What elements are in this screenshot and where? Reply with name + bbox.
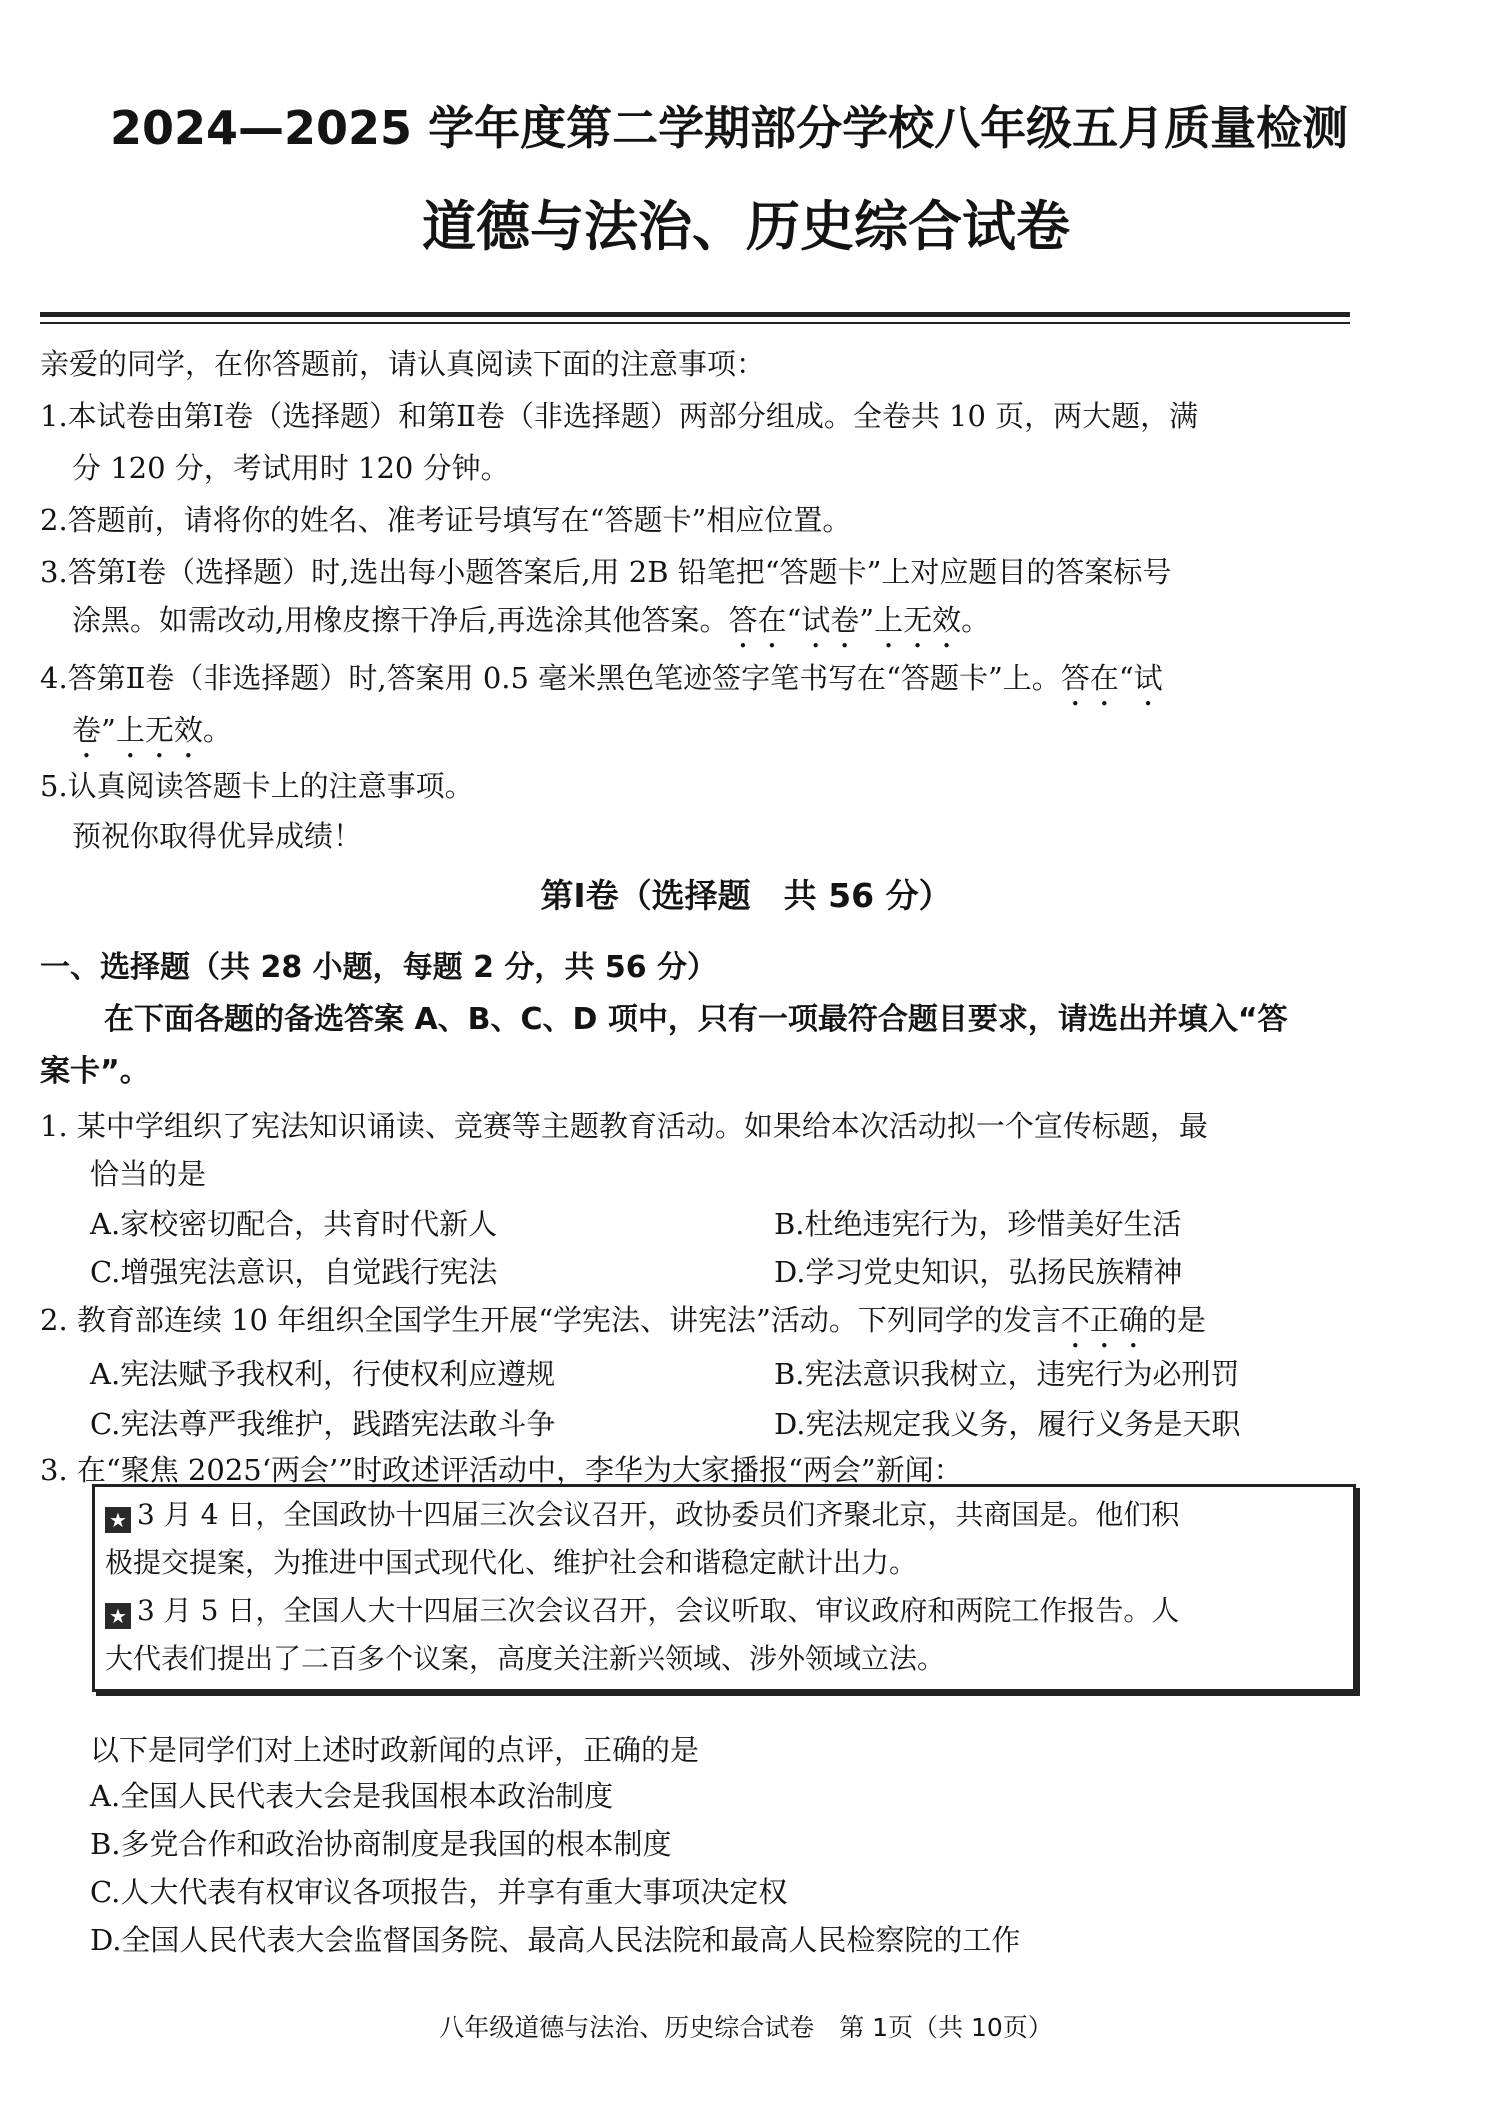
news-item-1-text: 3 月 4 日，全国政协十四届三次会议召开，政协委员们齐聚北京，共商国是。他们积 <box>137 1498 1180 1531</box>
news-item-2-text: 3 月 5 日，全国人大十四届三次会议召开，会议听取、审议政府和两院工作报告。人 <box>137 1594 1180 1627</box>
question-2-stem-end: 的是 <box>1147 1303 1206 1337</box>
question-3-option-d: D.全国人民代表大会监督国务院、最高人民法院和最高人民检察院的工作 <box>90 1923 1021 1957</box>
question-3-stem: 3. 在“聚焦 2025‘两会’”时政述评活动中，李华为大家播报“两会”新闻： <box>40 1453 963 1487</box>
notice-item-3-text: 涂黑。如需改动,用橡皮擦干净后,再选涂其他答案。 <box>72 603 729 637</box>
question-1-option-d: D.学习党史知识，弘扬民族精神 <box>774 1255 1183 1289</box>
notice-wish: 预祝你取得优异成绩！ <box>72 819 363 853</box>
question-3-prompt: 以下是同学们对上述时政新闻的点评，正确的是 <box>90 1733 700 1767</box>
news-box <box>92 1484 1356 1692</box>
notice-item-3-emphasis: 答在“试卷”上无效 <box>728 603 962 637</box>
title-divider-thin <box>40 322 1350 324</box>
question-2-option-a: A.宪法赋予我权利，行使权利应遵规 <box>90 1357 556 1391</box>
notice-item-5: 5.认真阅读答题卡上的注意事项。 <box>40 769 474 803</box>
notice-item-1-line1: 1.本试卷由第Ⅰ卷（选择题）和第Ⅱ卷（非选择题）两部分组成。全卷共 10 页，两大题，满 <box>40 399 1199 433</box>
question-2-stem-emphasis: 不正确 <box>1060 1303 1148 1337</box>
news-star-icon: ★ <box>105 1507 131 1533</box>
notice-item-4-emphasis-cont: 卷”上无效 <box>72 713 203 747</box>
section-instruction-line2: 案卡”。 <box>40 1054 150 1089</box>
question-3-option-c: C.人大代表有权审议各项报告，并享有重大事项决定权 <box>90 1875 788 1909</box>
question-1-option-c: C.增强宪法意识，自觉践行宪法 <box>90 1255 498 1289</box>
question-1-option-b: B.杜绝违宪行为，珍惜美好生活 <box>774 1207 1182 1241</box>
notice-item-3-end: 。 <box>961 603 991 637</box>
exam-title-line2: 道德与法治、历史综合试卷 <box>422 195 1070 258</box>
question-1-option-a: A.家校密切配合，共育时代新人 <box>90 1207 498 1241</box>
notice-item-3-line2 <box>72 600 990 655</box>
news-star-icon: ★ <box>105 1603 131 1629</box>
question-1-stem-line2: 恰当的是 <box>90 1157 207 1191</box>
exam-title-line1: 2024—2025 学年度第二学期部分学校八年级五月质量检测 <box>110 101 1349 155</box>
notice-item-4-line2 <box>72 710 232 765</box>
section-heading: 一、选择题（共 28 小题，每题 2 分，共 56 分） <box>40 950 718 985</box>
notice-item-2: 2.答题前，请将你的姓名、准考证号填写在“答题卡”相应位置。 <box>40 503 852 537</box>
question-3-option-a: A.全国人民代表大会是我国根本政治制度 <box>90 1779 614 1813</box>
question-2-option-c: C.宪法尊严我维护，践踏宪法敢斗争 <box>90 1407 556 1441</box>
question-2-stem-text: 2. 教育部连续 10 年组织全国学生开展“学宪法、讲宪法”活动。下列同学的发言 <box>40 1303 1061 1337</box>
notice-item-4-line1 <box>40 658 1163 713</box>
news-item-2-line1 <box>105 1591 1179 1631</box>
question-3-option-b: B.多党合作和政治协商制度是我国的根本制度 <box>90 1827 672 1861</box>
notice-item-1-line2: 分 120 分，考试用时 120 分钟。 <box>72 451 510 485</box>
news-item-1-line1 <box>105 1495 1179 1535</box>
question-1-stem-line1: 1. 某中学组织了宪法知识诵读、竞赛等主题教育活动。如果给本次活动拟一个宣传标题，最 <box>40 1109 1208 1143</box>
news-item-2-line2: 大代表们提出了二百多个议案，高度关注新兴领域、涉外领域立法。 <box>105 1642 946 1675</box>
notice-item-4-end: 。 <box>202 713 232 747</box>
section-title: 第Ⅰ卷（选择题 共 56 分） <box>540 876 952 915</box>
question-2-stem <box>40 1300 1206 1355</box>
section-instruction-line1: 在下面各题的备选答案 A、B、C、D 项中，只有一项最符合题目要求，请选出并填入“答 <box>104 1002 1288 1037</box>
question-2-option-b: B.宪法意识我树立，违宪行为必刑罚 <box>774 1357 1240 1391</box>
news-item-1-line2: 极提交提案，为推进中国式现代化、维护社会和谐稳定献计出力。 <box>105 1546 918 1579</box>
question-2-option-d: D.宪法规定我义务，履行义务是天职 <box>774 1407 1241 1441</box>
notice-intro: 亲爱的同学，在你答题前，请认真阅读下面的注意事项： <box>40 347 766 381</box>
notice-item-4-text: 4.答第Ⅱ卷（非选择题）时,答案用 0.5 毫米黑色笔迹签字笔书写在“答题卡”上。 <box>40 661 1061 695</box>
notice-item-4-emphasis: 答在“试 <box>1060 661 1163 695</box>
notice-item-3-line1: 3.答第Ⅰ卷（选择题）时,选出每小题答案后,用 2B 铅笔把“答题卡”上对应题目的答案标号 <box>40 555 1172 589</box>
title-divider-thick <box>40 312 1350 317</box>
page-footer: 八年级道德与法治、历史综合试卷 第 1页（共 10页） <box>439 2013 1053 2042</box>
